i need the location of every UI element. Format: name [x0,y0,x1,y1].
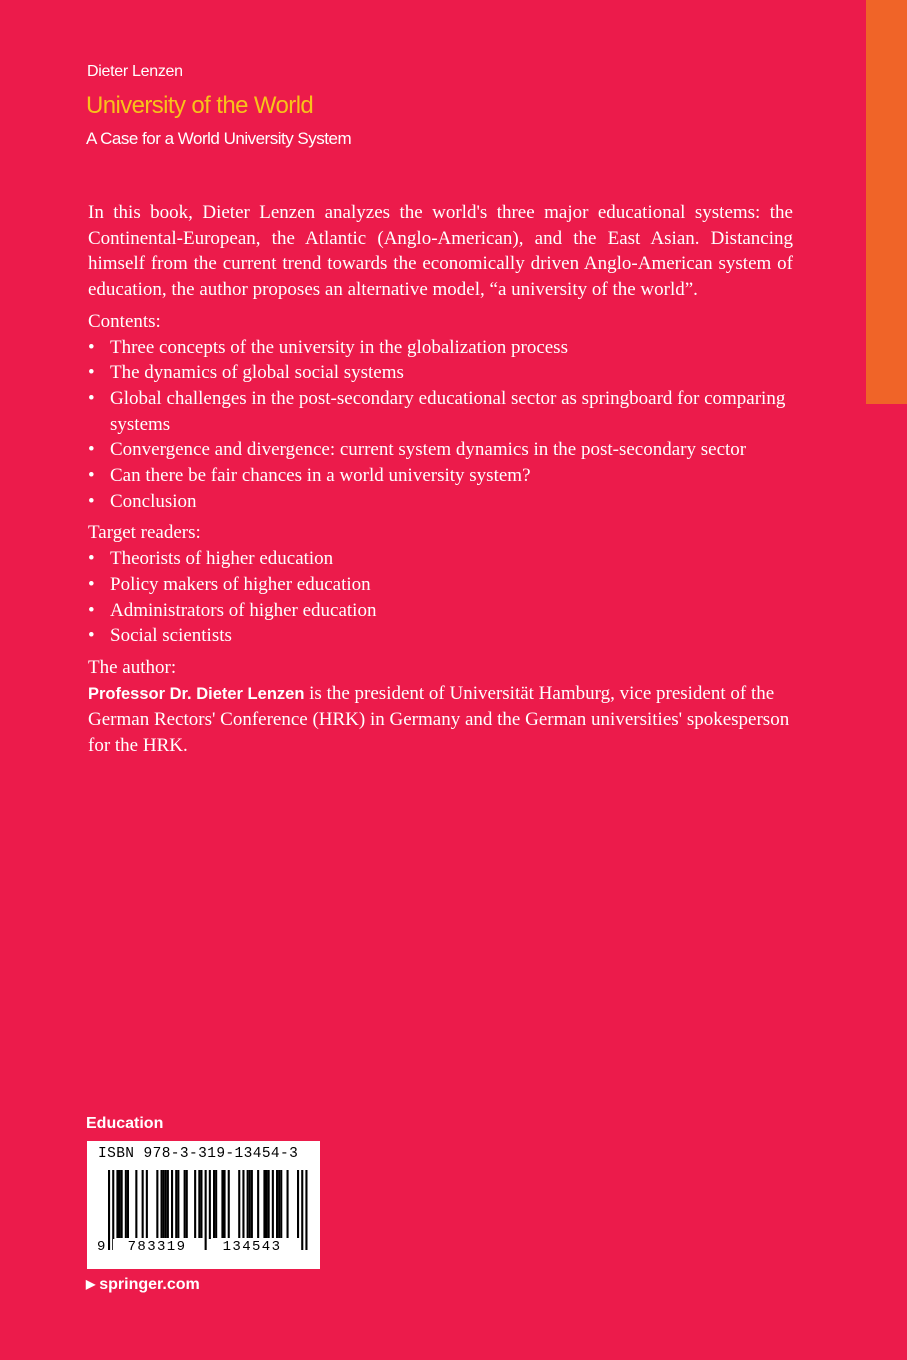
barcode-bar [142,1170,144,1238]
publisher-website [86,1276,200,1294]
barcode-bar [263,1170,265,1238]
contents-heading: Contents: [88,310,161,332]
barcode-bar [228,1170,230,1238]
barcode-bar [213,1170,215,1238]
barcode-bar [125,1170,127,1238]
barcode-bar [280,1170,282,1238]
website-text: springer.com [99,1276,200,1293]
barcode-bar [242,1170,244,1238]
barcode-bar [135,1170,137,1238]
barcode-bar [127,1170,129,1238]
bio-text: is the president of Universität Hamburg, vice president of the German Rectors' Conference (HRK) in Germany and the German universities' spokesperson for the HRK. [88,682,790,757]
barcode-bar [167,1170,169,1238]
ean-first-digit: 9 [97,1239,106,1255]
barcode-bar [184,1170,186,1238]
barcode-bar [215,1170,217,1238]
list-item: • Global challenges in the post-secondary educational sector as springboard for comparing systems [88,386,793,437]
barcode-bar [163,1170,165,1238]
barcode-bar [146,1170,148,1238]
list-item: • Social scientists [88,623,793,649]
list-item: • Administrators of higher education [88,598,793,624]
author-bio [88,681,793,759]
barcode-bar [247,1170,249,1238]
barcode-bar [221,1170,223,1238]
barcode-bar [119,1170,121,1238]
barcode-bar [238,1170,240,1238]
author-name: Dieter Lenzen [87,63,183,80]
barcode-bar [257,1170,259,1238]
barcode-bar [161,1170,163,1238]
barcode [87,1141,320,1269]
category-label: Education [86,1115,164,1132]
barcode-bar [171,1170,173,1238]
barcode-bar [194,1170,196,1238]
barcode-bar [266,1170,268,1238]
barcode-bar [249,1170,251,1238]
list-item: • Can there be fair chances in a world university system? [88,463,793,489]
list-item: • Theorists of higher education [88,546,793,572]
barcode-bar [287,1170,289,1238]
barcode-bar [175,1170,177,1238]
barcode-bar [112,1170,114,1250]
barcode-bar [224,1170,226,1238]
barcode-bar [186,1170,188,1238]
barcode-bar [209,1170,211,1250]
barcode-bar [251,1170,253,1238]
isbn-label: ISBN 978-3-319-13454-3 [98,1146,299,1162]
barcode-bar [165,1170,167,1238]
intro-paragraph: In this book, Dieter Lenzen analyzes the world's three major educational systems: the Continental-European, the Atlantic (Anglo-American), and the East Asian. Distancing himself from the current trend towards the economically driven Anglo-American system of education, the author proposes an alternative model, “a university of the world”. [88,202,793,301]
barcode-bar [177,1170,179,1238]
contents-list [88,335,793,515]
barcode-bar [198,1170,200,1238]
arrow-right-icon: ▶ [86,1277,96,1291]
barcode-bar [278,1170,280,1238]
barcode-bar [200,1170,202,1238]
book-title: University of the World [86,92,314,119]
ean-left-digits: 783319 [113,1239,201,1255]
readers-list [88,546,793,649]
list-item: • Three concepts of the university in the globalization process [88,335,793,361]
list-item: • The dynamics of global social systems [88,360,793,386]
barcode-bar [276,1170,278,1238]
book-subtitle: A Case for a World University System [86,129,352,148]
barcode-bar [305,1170,307,1250]
barcode-bar [116,1170,118,1238]
barcode-bar [272,1170,274,1238]
list-item: • Policy makers of higher education [88,572,793,598]
list-item: • Convergence and divergence: current system dynamics in the post-secondary sector [88,437,793,463]
list-item: • Conclusion [88,489,793,515]
barcode-bar [301,1170,303,1250]
readers-heading: Target readers: [88,522,201,544]
accent-tab [866,0,907,404]
blurb [88,200,793,759]
author-heading: The author: [88,656,177,678]
barcode-bar [121,1170,123,1238]
barcode-bar [205,1170,207,1250]
barcode-bar [268,1170,270,1238]
ean-right-digits: 134543 [207,1239,297,1255]
barcode-bar [108,1170,110,1250]
barcode-bar [156,1170,158,1238]
bio-author-name: Professor Dr. Dieter Lenzen [88,684,305,703]
barcode-bar [297,1170,299,1238]
